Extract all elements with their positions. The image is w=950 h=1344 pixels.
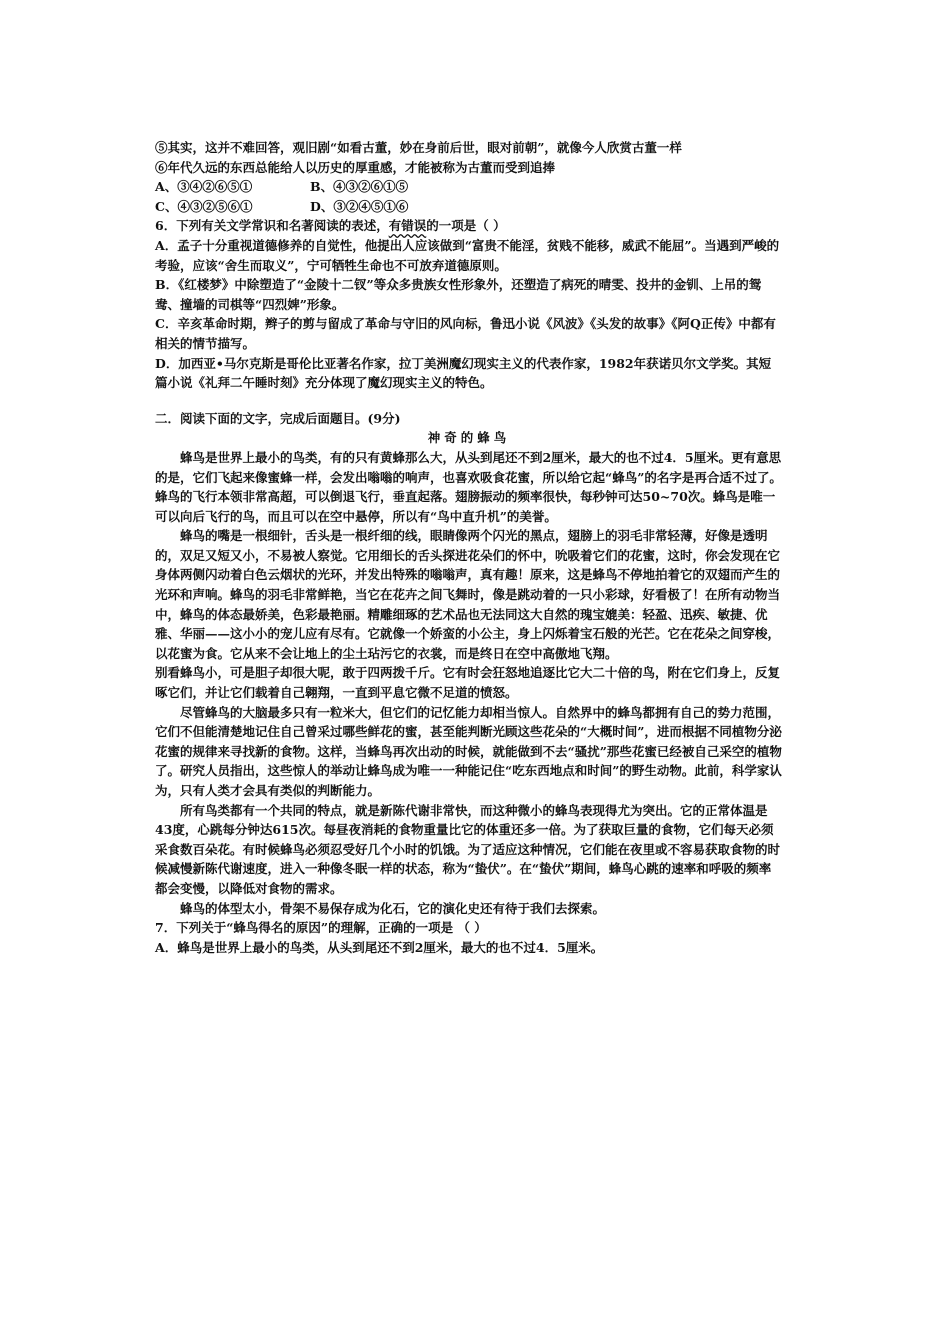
passage-paragraph-2: 蜂鸟的飞行本领非常高超，可以倒退飞行，垂直起落。翅膀振动的频率很快，每秒钟可达50~70次。蜂鸟是唯一可以向后飞行的鸟，而且可以在空中悬停，所以有“鸟中直升机”的美誉。 bbox=[155, 489, 776, 524]
passage-title: 神奇的蜂鸟 bbox=[427, 430, 511, 446]
q5-option-c: C、④③②⑤⑥① bbox=[155, 198, 253, 214]
passage-paragraph-7: 蜂鸟的体型太小，骨架不易保存成为化石，它的演化史还有待于我们去探索。 bbox=[180, 900, 606, 916]
passage-paragraph-5: 尽管蜂鸟的大脑最多只有一粒米大，但它们的记忆能力却相当惊人。自然界中的蜂鸟都拥有自己的势力范围，它们不但能清楚地记住自己曾采过哪些鲜花的蜜，甚至能判断光顾这些花朵的“大概时间”，进而根据不同植物分泌花蜜的规律来寻找新的食物。这样，当蜂鸟再次出动的时候，就能做到不去“骚扰”那些花蜜已经被自己采空的植物了。研究人员指出，这些惊人的举动让蜂鸟成为唯一一种能记住“吃东西地点和时间”的野生动物。此前，科学家认为，只有人类才会具有类似的判断能力。 bbox=[155, 704, 782, 798]
q6-option-c: C．辛亥革命时期，辫子的剪与留成了革命与守旧的风向标，鲁迅小说《风波》《头发的故事》《阿Q正传》中都有相关的情节描写。 bbox=[155, 316, 776, 351]
q5-sentence-5: ⑤其实，这并不难回答，观旧剧“如看古董，妙在身前后世，眼对前朝”，就像今人欣赏古董一样 bbox=[155, 140, 682, 155]
q6-option-b: B．《红楼梦》中除塑造了“金陵十二钗”等众多贵族女性形象外，还塑造了病死的晴雯、投井的金钏、上吊的鸳鸯、撞墙的司棋等“四烈婢”形象。 bbox=[155, 277, 762, 312]
q7-stem: 7．下列关于“蜂鸟得名的原因”的理解，正确的一项是 （ ） bbox=[155, 920, 487, 936]
section2-heading: 二．阅读下面的文字，完成后面题目。(9分) bbox=[155, 410, 401, 426]
q5-option-b: B、④③②⑥①⑤ bbox=[310, 179, 409, 195]
exam-content bbox=[155, 138, 783, 957]
q6-option-a: A．孟子十分重视道德修养的自觉性，他提出人应该做到“富贵不能淫，贫贱不能移，威武不能屈”。当遇到严峻的考验，应该“舍生而取义”，宁可牺牲生命也不可放弃道德原则。 bbox=[155, 237, 780, 273]
q5-option-a: A、③④②⑥⑤① bbox=[155, 179, 253, 195]
q5-option-d: D、③②④⑤①⑥ bbox=[310, 198, 409, 214]
q7-option-a: A．蜂鸟是世界上最小的鸟类，从头到尾还不到2厘米，最大的也不过4．5厘米。 bbox=[155, 939, 604, 955]
passage-paragraph-1: 蜂鸟是世界上最小的鸟类，有的只有黄蜂那么大，从头到尾还不到2厘米，最大的也不过4．5厘米。更有意思的是，它们飞起来像蜜蜂一样，会发出嗡嗡的响声，也喜欢吸食花蜜，所以给它起“蜂鸟”的名字是再合适不过了。 bbox=[155, 449, 782, 485]
q6-stem-post: 的一项是（ ） bbox=[426, 218, 506, 234]
q5-options-row-2 bbox=[155, 197, 783, 217]
q6-stem-mark: 有错误 bbox=[388, 218, 427, 234]
q5-sentence-6: ⑥年代久远的东西总能给人以历史的厚重感，才能被称为古董而受到追捧 bbox=[155, 159, 556, 175]
q6-option-d: D．加西亚•马尔克斯是哥伦比亚著名作家，拉丁美洲魔幻现实主义的代表作家，1982年获诺贝尔文学奖。其短篇小说《礼拜二午睡时刻》充分体现了魔幻现实主义的特色。 bbox=[155, 355, 772, 391]
q6-stem-pre: 6．下列有关文学常识和名著阅读的表述， bbox=[155, 218, 389, 234]
q6-stem bbox=[155, 216, 783, 236]
q5-options-row-1 bbox=[155, 177, 783, 197]
passage-paragraph-4: 别看蜂鸟小，可是胆子却很大呢，敢于四两拨千斤。它有时会狂怒地追逐比它大二十倍的鸟，附在它们身上，反复啄它们，并让它们载着自己翱翔，一直到平息它微不足道的愤怒。 bbox=[155, 665, 781, 701]
passage-paragraph-6: 所有鸟类都有一个共同的特点，就是新陈代谢非常快，而这种微小的蜂鸟表现得尤为突出。它的正常体温是43度，心跳每分钟达615次。每昼夜消耗的食物重量比它的体重还多一倍。为了获取巨量的食物，它们每天必须采食数百朵花。有时候蜂鸟必须忍受好几个小时的饥饿。为了适应这种情况，它们能在夜里或不容易获取食物的时候减慢新陈代谢速度，进入一种像冬眠一样的状态，称为“蛰伏”。在“蛰伏”期间，蜂鸟心跳的速率和呼吸的频率都会变慢，以降低对食物的需求。 bbox=[155, 802, 781, 896]
passage-paragraph-3: 蜂鸟的嘴是一根细针，舌头是一根纤细的线，眼睛像两个闪光的黑点，翅膀上的羽毛非常轻薄，好像是透明的，双足又短又小，不易被人察觉。它用细长的舌头探进花朵们的怀中，吮吸着它们的花蜜，这时，你会发现在它身体两侧闪动着白色云烟状的光环，并发出特殊的嗡嗡声，真有趣！原来，这是蜂鸟不停地拍着它的双翅而产生的光环和声响。蜂鸟的羽毛非常鲜艳，当它在花卉之间飞舞时，像是跳动着的一只小彩球，好看极了！在所有动物当中，蜂鸟的体态最娇美，色彩最艳丽。精雕细琢的艺术品也无法同这大自然的瑰宝媲美：轻盈、迅疾、敏捷、优雅、华丽——这小小的宠儿应有尽有。它就像一个娇蛮的小公主，身上闪烁着宝石般的光芒。它在花朵之间穿梭，以花蜜为食。它从来不会让地上的尘土玷污它的衣裳，而是终日在空中高傲地飞翔。 bbox=[155, 528, 781, 661]
